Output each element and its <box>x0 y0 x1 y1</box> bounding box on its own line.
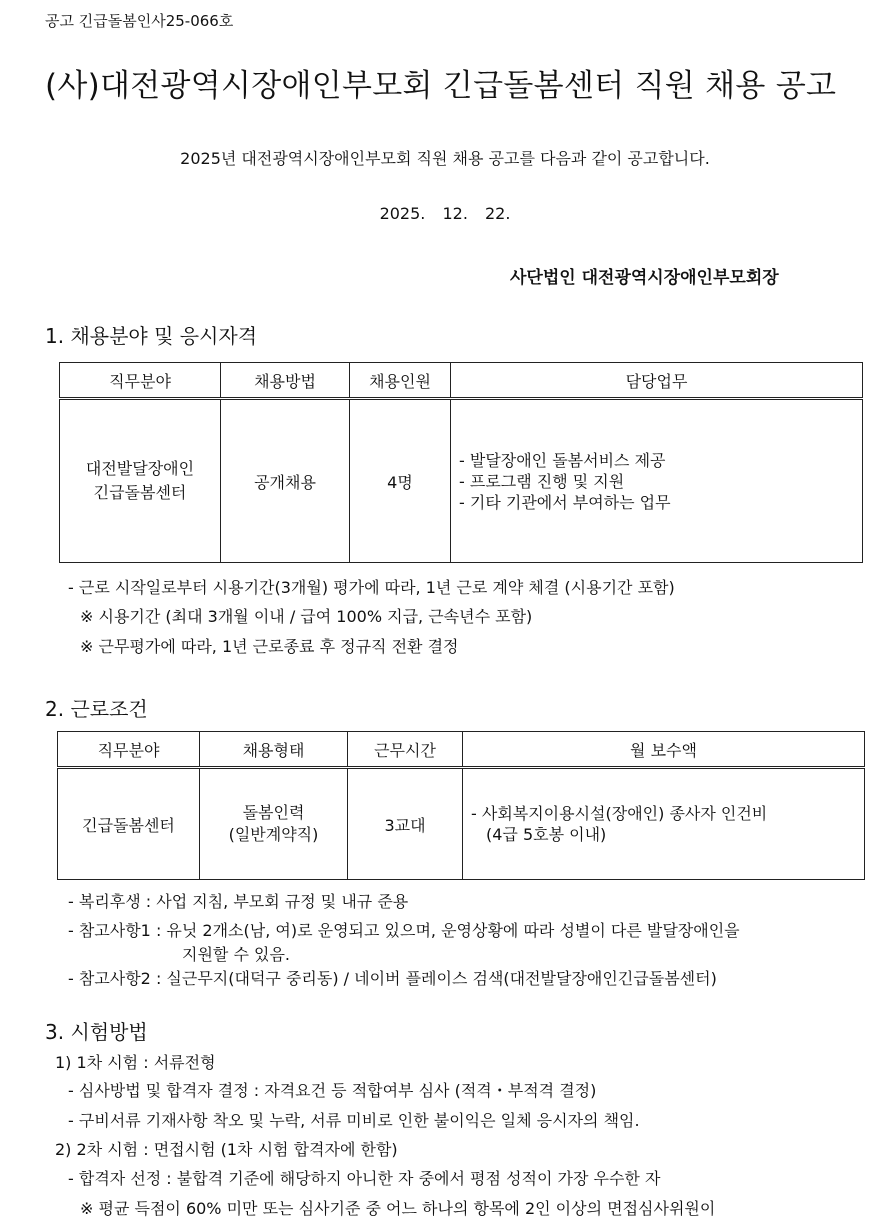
exam-step: 2) 2차 시험 : 면접시험 (1차 시험 합격자에 한함) <box>55 1140 398 1159</box>
header-cell: 월 보수액 <box>463 732 865 768</box>
announcement-date: 2025. 12. 22. <box>379 204 511 223</box>
note-line: ※ 근무평가에 따라, 1년 근로종료 후 정규직 전환 결정 <box>80 637 459 656</box>
header-cell: 채용인원 <box>350 363 451 399</box>
note-line: ※ 시용기간 (최대 3개월 이내 / 급여 100% 지급, 근속년수 포함) <box>80 607 533 626</box>
section3-heading: 3. 시험방법 <box>45 1020 148 1044</box>
section1-heading: 1. 채용분야 및 응시자격 <box>45 324 258 348</box>
section2-heading: 2. 근로조건 <box>45 697 148 721</box>
intro-text: 2025년 대전광역시장애인부모회 직원 채용 공고를 다음과 같이 공고합니다. <box>180 149 710 168</box>
header-cell: 채용형태 <box>200 732 348 768</box>
note-line: - 참고사항1 : 유닛 2개소(남, 여)로 운영되고 있으며, 운영상황에 따라 성별이 다른 발달장애인을 <box>68 921 740 940</box>
document-number: 공고 긴급돌봄인사25-066호 <box>45 12 234 30</box>
table-row <box>60 399 863 563</box>
type-line: (일반계약직) <box>228 825 319 844</box>
type-line: 돌봄인력 <box>242 803 305 822</box>
exam-step: 1) 1차 시험 : 서류전형 <box>55 1053 216 1072</box>
hours-cell: 3교대 <box>348 768 463 880</box>
field-cell: 긴급돌봄센터 <box>58 768 200 880</box>
header-cell: 채용방법 <box>221 363 350 399</box>
header-cell: 직무분야 <box>60 363 221 399</box>
duty-item: - 프로그램 진행 및 지원 <box>459 471 625 491</box>
conditions-table <box>57 731 865 880</box>
recruitment-table <box>59 362 863 563</box>
exam-detail: - 구비서류 기재사항 착오 및 누락, 서류 미비로 인한 불이익은 일체 응시자의 책임. <box>68 1111 640 1130</box>
pay-line: (4급 5호봉 이내) <box>486 825 607 844</box>
table-row <box>58 768 865 880</box>
field-cell <box>60 399 221 563</box>
issuing-organization: 사단법인 대전광역시장애인부모회장 <box>510 268 779 288</box>
table-header-row <box>60 363 863 399</box>
header-cell: 직무분야 <box>58 732 200 768</box>
table-header-row <box>58 732 865 768</box>
note-line: 지원할 수 있음. <box>182 945 290 964</box>
duty-item: - 발달장애인 돌봄서비스 제공 <box>459 450 666 470</box>
note-line: - 참고사항2 : 실근무지(대덕구 중리동) / 네이버 플레이스 검색(대전발달장애인긴급돌봄센터) <box>68 969 717 988</box>
duties-cell <box>451 399 863 563</box>
count-cell: 4명 <box>350 399 451 563</box>
note-line: - 복리후생 : 사업 지침, 부모회 규정 및 내규 준용 <box>68 892 409 911</box>
exam-detail: - 합격자 선정 : 불합격 기준에 해당하지 아니한 자 중에서 평점 성적이 가장 우수한 자 <box>68 1169 661 1188</box>
field-line: 긴급돌봄센터 <box>93 483 187 502</box>
field-line: 대전발달장애인 <box>85 459 195 478</box>
exam-detail: - 심사방법 및 합격자 결정 : 자격요건 등 적합여부 심사 (적격・부적격 결정) <box>68 1081 597 1100</box>
page-title: (사)대전광역시장애인부모회 긴급돌봄센터 직원 채용 공고 <box>45 68 837 104</box>
header-cell: 근무시간 <box>348 732 463 768</box>
method-cell: 공개채용 <box>221 399 350 563</box>
pay-cell <box>463 768 865 880</box>
header-cell: 담당업무 <box>451 363 863 399</box>
note-line: - 근로 시작일로부터 시용기간(3개월) 평가에 따라, 1년 근로 계약 체결 (시용기간 포함) <box>68 578 675 597</box>
exam-detail: ※ 평균 득점이 60% 미만 또는 심사기준 중 어느 하나의 항목에 2인 이상의 면접심사위원이 <box>80 1199 716 1218</box>
duty-item: - 기타 기관에서 부여하는 업무 <box>459 492 671 512</box>
pay-line: - 사회복지이용시설(장애인) 종사자 인건비 <box>471 804 768 823</box>
type-cell <box>200 768 348 880</box>
